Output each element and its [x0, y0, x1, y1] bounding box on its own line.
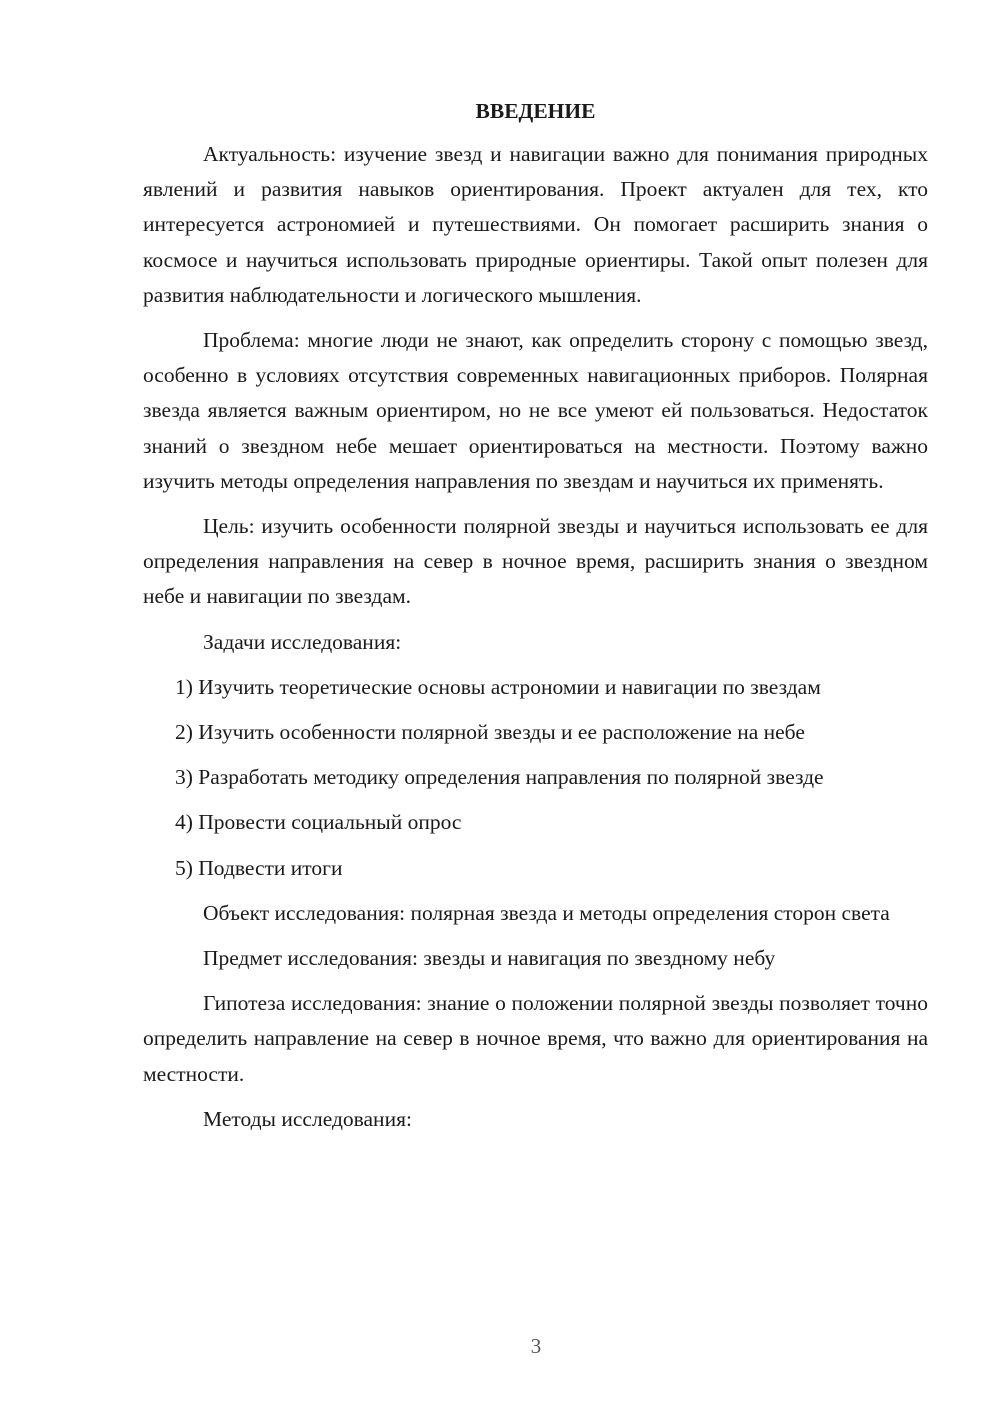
task-item: 5) Подвести итоги [175, 855, 343, 880]
task-item: 2) Изучить особенности полярной звезды и ее расположение на небе [175, 720, 805, 745]
object-paragraph: Объект исследования: полярная звезда и методы определения сторон света [203, 900, 890, 925]
methods-paragraph: Методы исследования: [203, 1106, 412, 1131]
task-item: 4) Провести социальный опрос [175, 810, 462, 835]
hypothesis-paragraph: Гипотеза исследования: знание о положении полярной звезды позволяет точно определить направление на север в ночное время, что важно для ориентирования на местности. [143, 991, 928, 1086]
goal-paragraph: Цель: изучить особенности полярной звезды и научиться использовать ее для определения направления на север в ночное время, расширить знания о звездном небе и навигации по звездам. [143, 514, 928, 609]
relevance-paragraph: Актуальность: изучение звезд и навигации важно для понимания природных явлений и развития навыков ориентирования. Проект актуален для тех, кто интересуется астрономией и путешествиями. Он помогает расширить знания о космосе и научиться использовать природные ориентиры. Такой опыт полезен для развития наблюдательности и логического мышления. [143, 142, 928, 307]
task-item: 1) Изучить теоретические основы астрономии и навигации по звездам [175, 674, 821, 699]
tasks-heading: Задачи исследования: [203, 629, 402, 654]
page-number: 3 [530, 1334, 542, 1358]
task-item: 3) Разработать методику определения направления по полярной звезде [175, 765, 824, 790]
tasks-list [143, 670, 928, 886]
subject-paragraph: Предмет исследования: звезды и навигация по звездному небу [203, 946, 776, 971]
problem-paragraph: Проблема: многие люди не знают, как определить сторону с помощью звезд, особенно в условиях отсутствия современных навигационных приборов. Полярная звезда является важным ориентиром, но не все умеют ей пользоваться. Недостаток знаний о звездном небе мешает ориентироваться на местности. Поэтому важно изучить методы определения направления по звездам и научиться их применять. [143, 328, 928, 493]
document-page [143, 96, 928, 1147]
section-title: ВВЕДЕНИЕ [475, 99, 596, 123]
